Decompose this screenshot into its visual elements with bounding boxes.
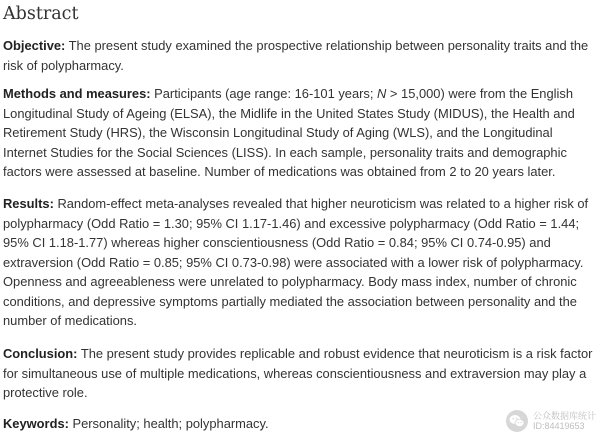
methods-text-after: > 15,000) were from the English Longitudinal Study of Ageing (ELSA), the Midlife in the United States Study (MIDUS), the Health and Retirement Study (HRS), the Wisconsin Longitudinal Study of Aging (WLS), and the Longitudinal Internet Studies for the Social Sciences (LISS). In each sample, personality traits and demographic factors were assessed at baseline. Number of medications was obtained from 2 to 20 years later. [3,86,575,179]
conclusion-text: The present study provides replicable and robust evidence that neuroticism is a risk factor for simultaneous use of multiple medications, whereas conscientiousness and extraversion may play a protective role. [3,346,593,400]
methods-paragraph [3,84,595,182]
results-text: Random-effect meta-analyses revealed that higher neuroticism was related to a higher risk of polypharmacy (Odd Ratio = 1.30; 95% CI 1.17-1.46) and excessive polypharmacy (Odd Ratio = 1.44; 95% CI 1.18-1.77) whereas higher conscientiousness (Odd Ratio = 0.84; 95% CI 0.74-0.95) and extraversion (Odd Ratio = 0.85; 95% CI 0.73-0.98) were associated with a lower risk of polypharmacy. Openness and agreeableness were unrelated to polypharmacy. Body mass index, number of chronic conditions, and depressive symptoms partially mediated the association between personality and the number of medications. [3,196,589,328]
objective-paragraph [3,36,595,75]
results-label: Results: [3,196,54,211]
objective-text: The present study examined the prospective relationship between personality traits and the risk of polypharmacy. [3,38,589,73]
watermark-line1: 公众数据库统计 [532,411,596,421]
wechat-logo-icon [505,409,529,433]
results-paragraph [3,194,595,331]
keywords-label: Keywords: [3,416,69,431]
keywords-text: Personality; health; polypharmacy. [68,416,269,431]
objective-label: Objective: [3,38,66,53]
conclusion-label: Conclusion: [3,346,78,361]
watermark-line2: ID:84419653 [532,421,585,431]
conclusion-paragraph [3,344,595,403]
methods-n-symbol: N [377,86,387,101]
methods-text-before: Participants (age range: 16-101 years; [150,86,378,101]
abstract-heading: Abstract [3,4,79,24]
methods-label: Methods and measures: [3,86,151,101]
watermark [505,409,596,433]
watermark-text [533,411,596,431]
